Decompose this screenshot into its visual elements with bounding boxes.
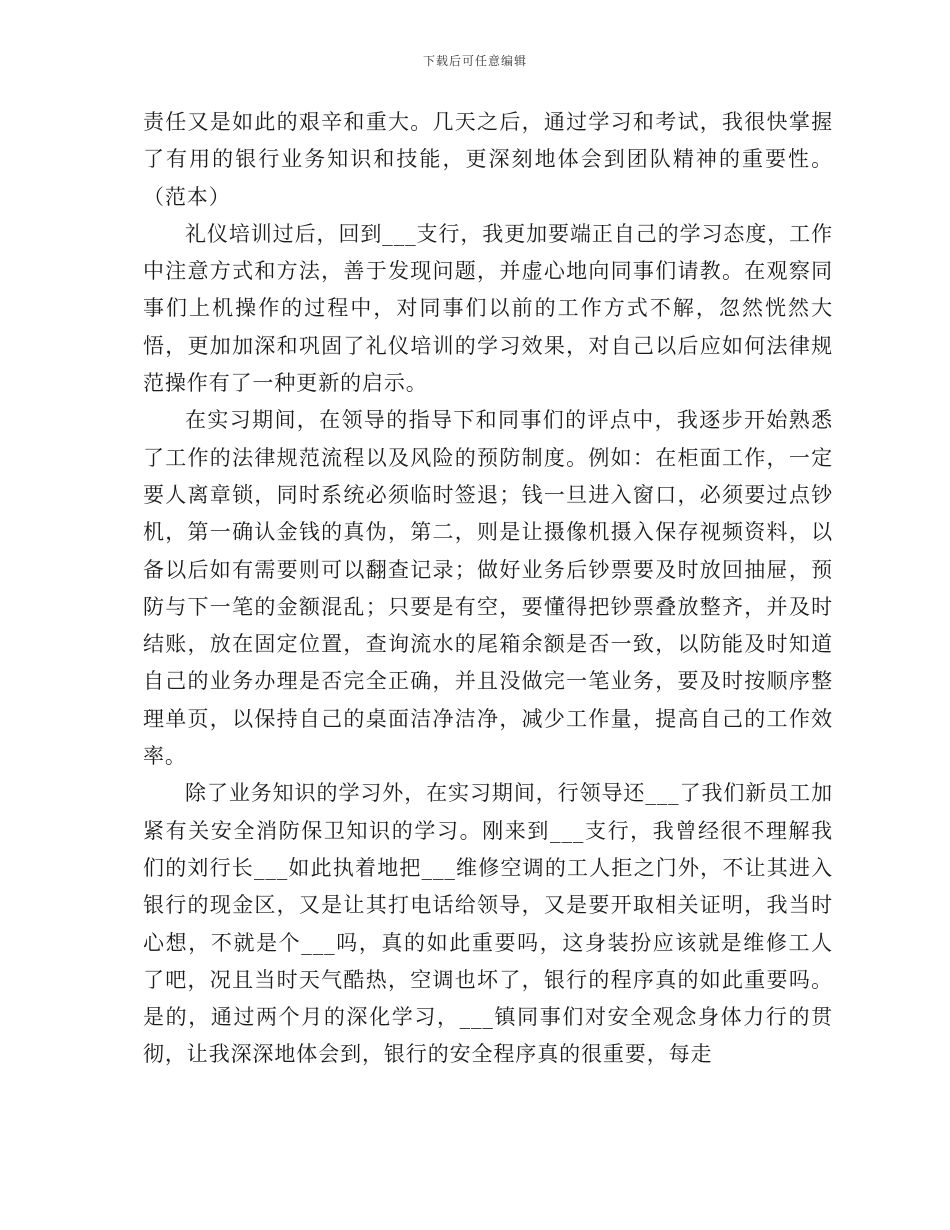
- paragraph-3: 在实习期间，在领导的指导下和同事们的评点中，我逐步开始熟悉了工作的法律规范流程以及风险的预防制度。例如：在柜面工作，一定要人离章锁，同时系统必须临时签退；钱一旦进入窗口，必须要过点钞机，第一确认金钱的真伪，第二，则是让摄像机摄入保存视频资料，以备以后如有需要则可以翻查记录；做好业务后钞票要及时放回抽屉，预防与下一笔的金额混乱；只要是有空，要懂得把钞票叠放整齐，并及时结账，放在固定位置，查询流水的尾箱余额是否一致，以防能及时知道自己的业务办理是否完全正确，并且没做完一笔业务，要及时按顺序整理单页，以保持自己的桌面洁净洁净，减少工作量，提高自己的工作效率。: [143, 408, 833, 769]
- paragraph-2: 礼仪培训过后，回到___支行，我更加要端正自己的学习态度，工作中注意方式和方法，善于发现问题，并虚心地向同事们请教。在观察同事们上机操作的过程中，对同事们以前的工作方式不解，忽然恍然大悟，更加加深和巩固了礼仪培训的学习效果，对自己以后应如何法律规范操作有了一种更新的启示。: [143, 221, 833, 396]
- page-header: 下载后可任意编辑: [422, 54, 527, 68]
- document-body: [143, 104, 833, 1074]
- paragraph-4: 除了业务知识的学习外，在实习期间，行领导还___了我们新员工加紧有关安全消防保卫知识的学习。刚来到___支行，我曾经很不理解我们的刘行长___如此执着地把___维修空调的工人拒之门外，不让其进入银行的现金区，又是让其打电话给领导，又是要开取相关证明，我当时心想，不就是个___吗，真的如此重要吗，这身装扮应该就是维修工人了吧，况且当时天气酷热，空调也坏了，银行的程序真的如此重要吗。是的，通过两个月的深化学习，___镇同事们对安全观念身体力行的贯彻，让我深深地体会到，银行的安全程序真的很重要，每走: [143, 781, 833, 1067]
- paragraph-1: 责任又是如此的艰辛和重大。几天之后，通过学习和考试，我很快掌握了有用的银行业务知识和技能，更深刻地体会到团队精神的重要性。（范本）: [143, 110, 833, 209]
